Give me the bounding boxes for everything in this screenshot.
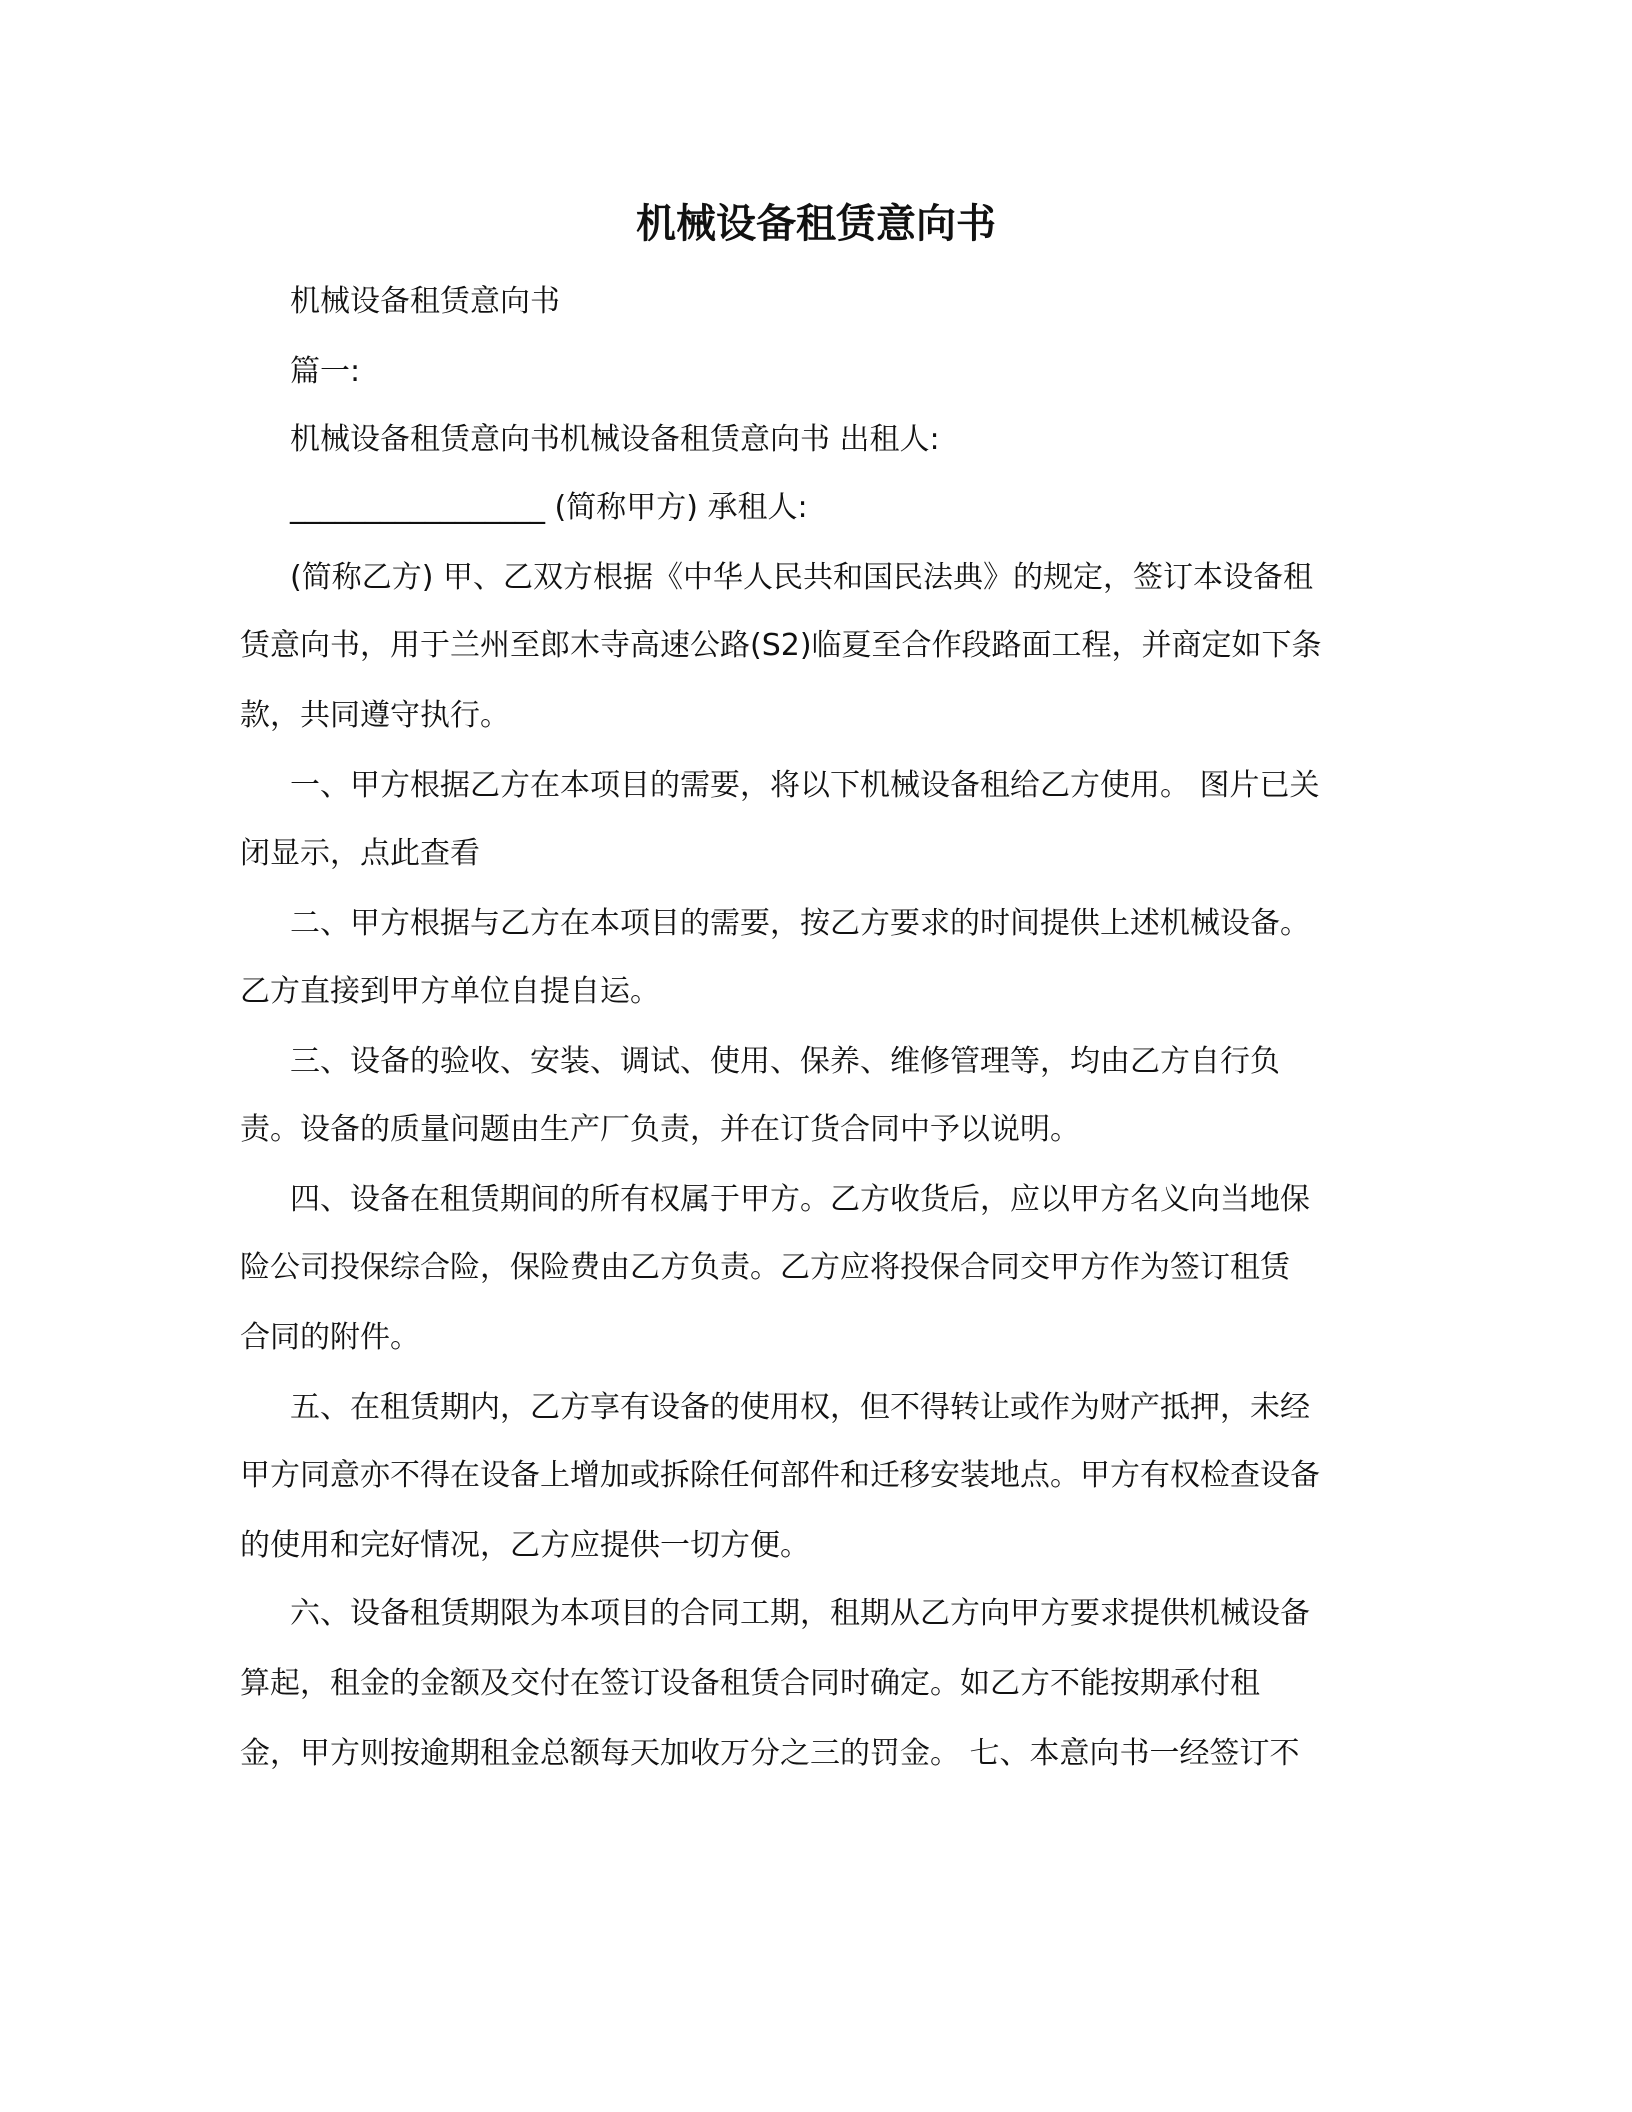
clause-line: 四、设备在租赁期间的所有权属于甲方。乙方收货后，应以甲方名义向当地保	[290, 1182, 1310, 1217]
clause-line: 闭显示，点此查看	[240, 836, 480, 871]
body-line: 款，共同遵守执行。	[240, 698, 510, 733]
body-line: _________________ (简称甲方) 承租人:	[290, 490, 808, 525]
clause-line: 算起，租金的金额及交付在签订设备租赁合同时确定。如乙方不能按期承付租	[240, 1666, 1260, 1701]
clause-line: 的使用和完好情况，乙方应提供一切方便。	[240, 1528, 810, 1563]
clause-line: 三、设备的验收、安装、调试、使用、保养、维修管理等，均由乙方自行负	[290, 1044, 1280, 1079]
document-title: 机械设备租赁意向书	[636, 201, 996, 247]
clause-line: 乙方直接到甲方单位自提自运。	[240, 974, 660, 1009]
clause-line: 一、甲方根据乙方在本项目的需要，将以下机械设备租给乙方使用。 图片已关	[290, 768, 1320, 803]
body-line: 赁意向书，用于兰州至郎木寺高速公路(S2)临夏至合作段路面工程，并商定如下条	[240, 628, 1322, 663]
section-label: 篇一:	[290, 354, 361, 389]
clause-line: 五、在租赁期内，乙方享有设备的使用权，但不得转让或作为财产抵押，未经	[290, 1390, 1310, 1425]
clause-line: 责。设备的质量问题由生产厂负责，并在订货合同中予以说明。	[240, 1112, 1080, 1147]
clause-line: 二、甲方根据与乙方在本项目的需要，按乙方要求的时间提供上述机械设备。	[290, 906, 1310, 941]
clause-line: 合同的附件。	[240, 1320, 420, 1355]
clause-line: 金，甲方则按逾期租金总额每天加收万分之三的罚金。 七、本意向书一经签订不	[240, 1736, 1300, 1771]
subtitle-line: 机械设备租赁意向书	[290, 284, 560, 319]
clause-line: 甲方同意亦不得在设备上增加或拆除任何部件和迁移安装地点。甲方有权检查设备	[240, 1458, 1320, 1493]
clause-line: 险公司投保综合险，保险费由乙方负责。乙方应将投保合同交甲方作为签订租赁	[240, 1250, 1290, 1285]
body-line: 机械设备租赁意向书机械设备租赁意向书 出租人:	[290, 422, 940, 457]
body-line: (简称乙方) 甲、乙双方根据《中华人民共和国民法典》的规定，签订本设备租	[290, 560, 1313, 595]
clause-line: 六、设备租赁期限为本项目的合同工期，租期从乙方向甲方要求提供机械设备	[290, 1596, 1310, 1631]
